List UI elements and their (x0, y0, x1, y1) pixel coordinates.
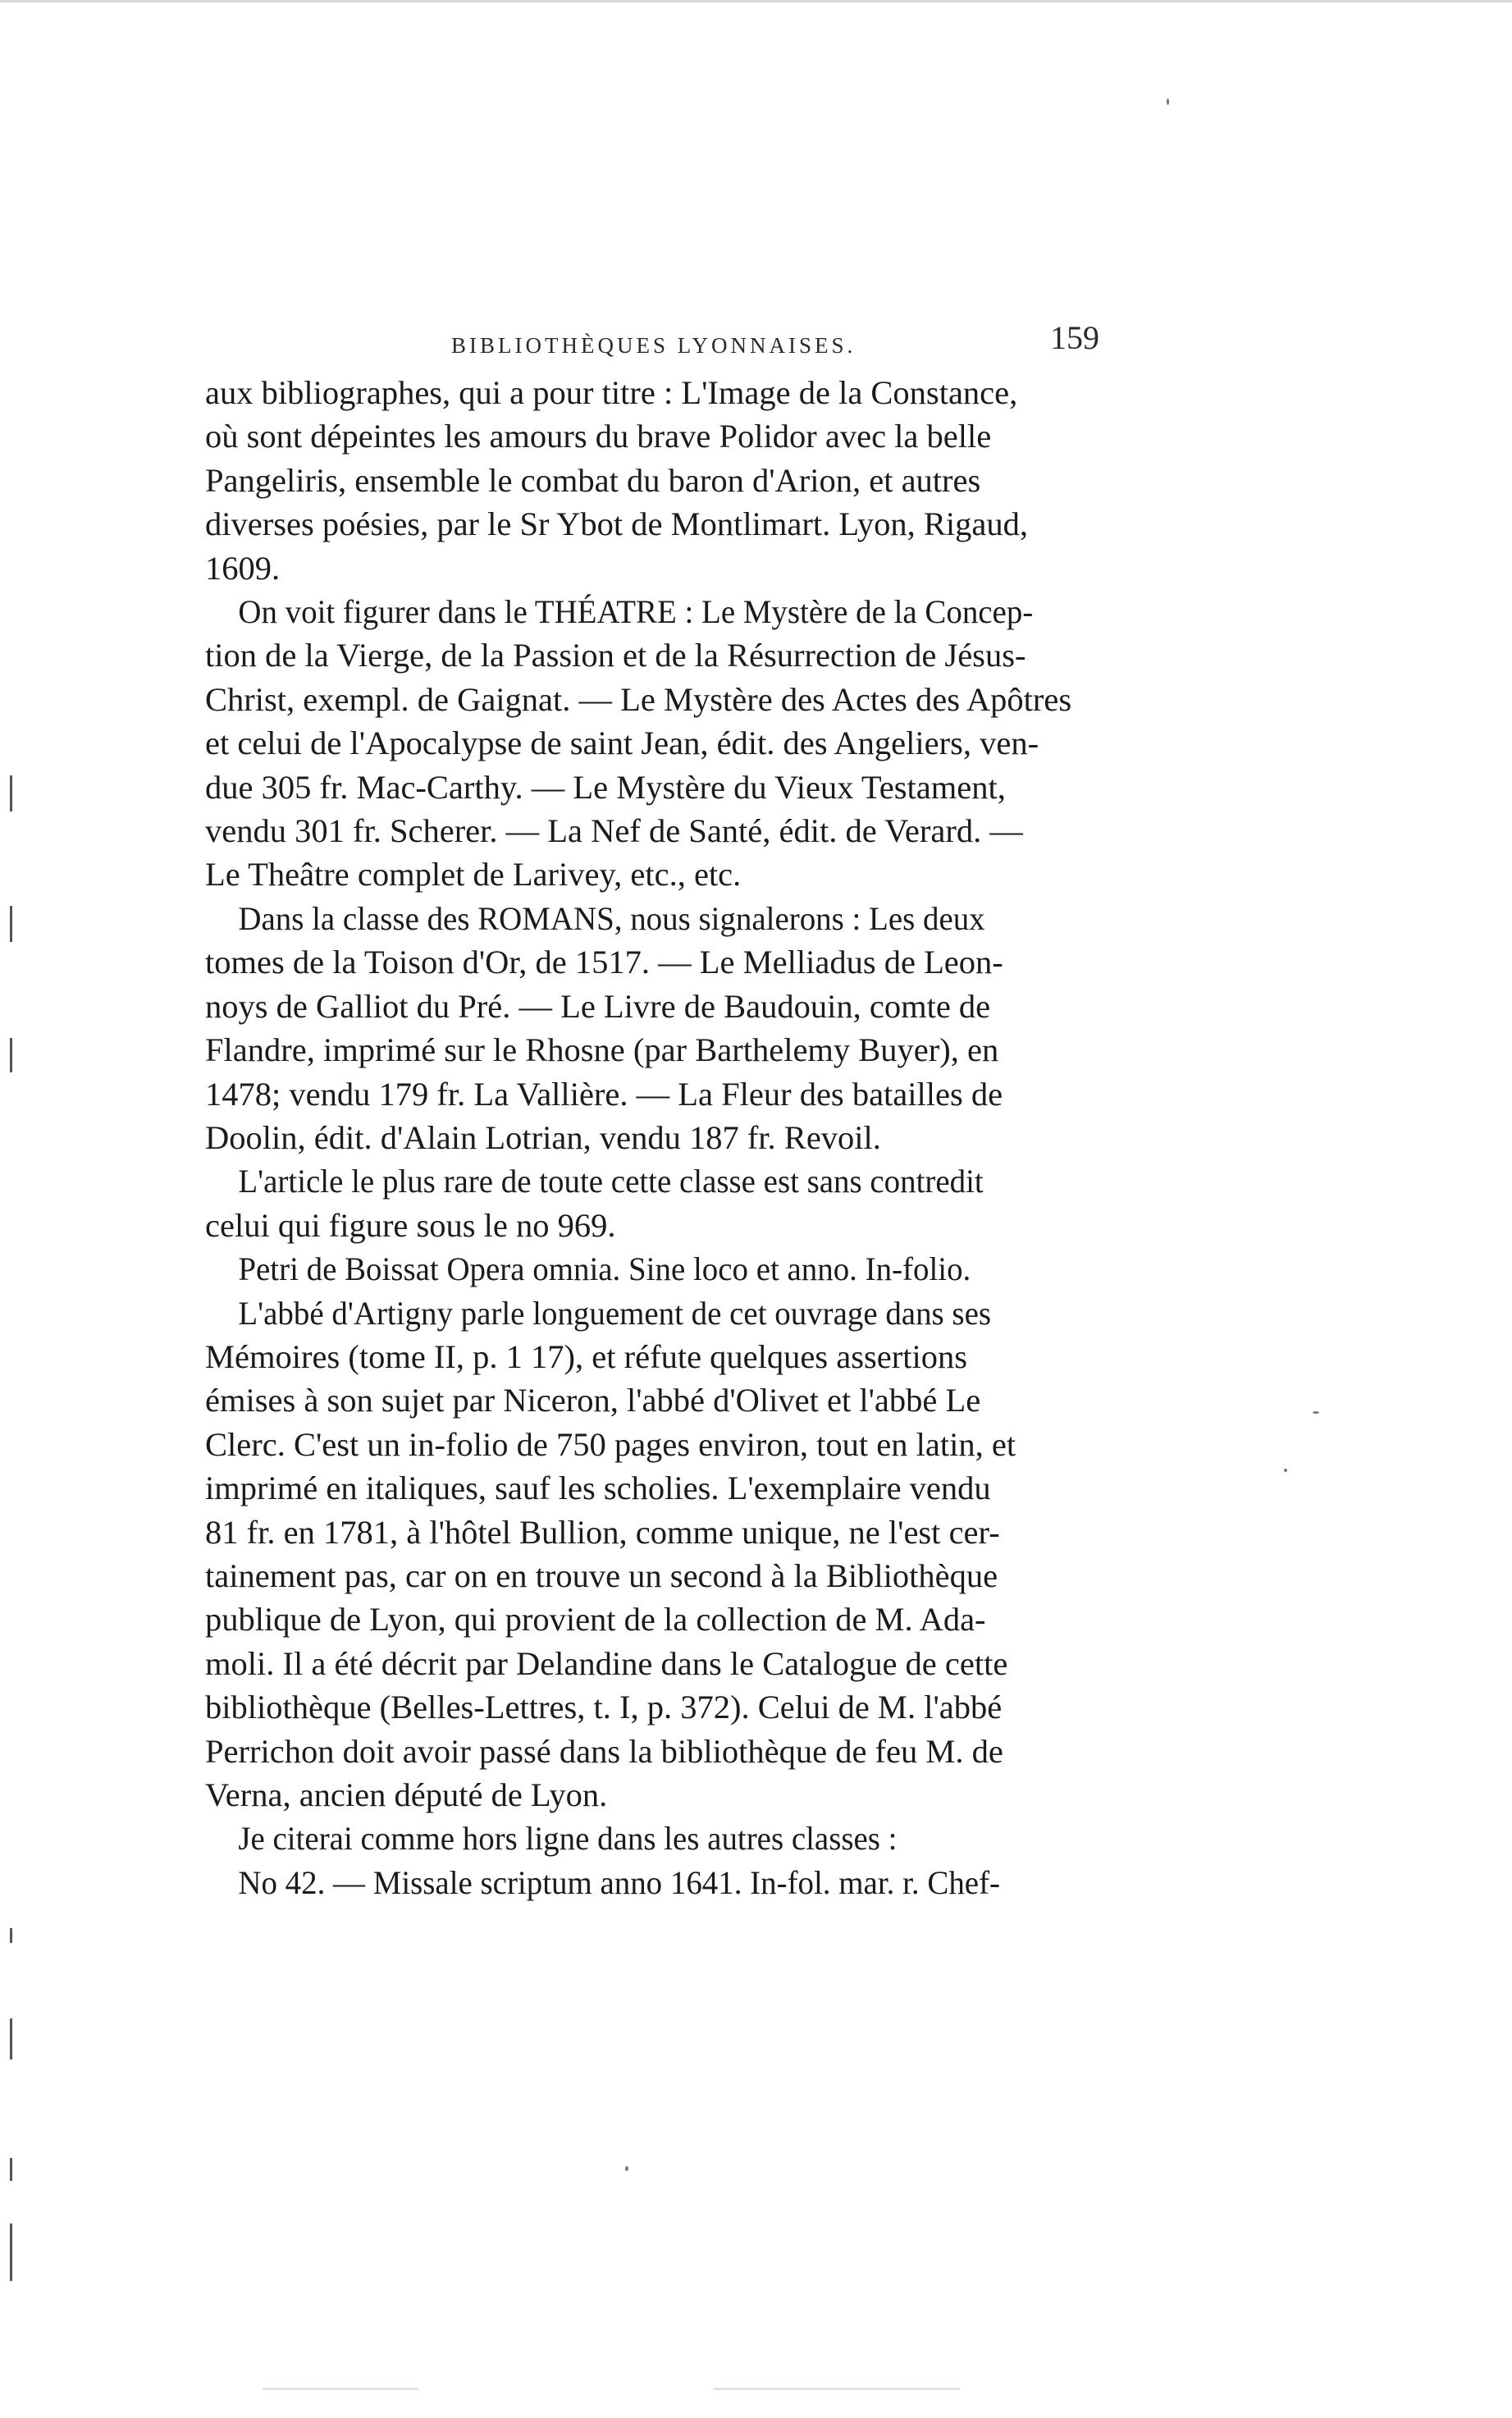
text-line: L'article le plus rare de toute cette classe est sans contredit (238, 1163, 984, 1200)
text-line: Christ, exempl. de Gaignat. — Le Mystère des Actes des Apôtres (205, 680, 1072, 718)
text-line: tomes de la Toison d'Or, de 1517. — Le Melliadus de Leon- (205, 944, 1003, 981)
text-line: Clerc. C'est un in-folio de 750 pages environ, tout en latin, et (205, 1425, 1016, 1463)
text-flow (205, 371, 1091, 1904)
margin-mark (10, 2224, 12, 2281)
text-line: Perrichon doit avoir passé dans la bibliothèque de feu M. de (205, 1732, 1003, 1770)
text-line: vendu 301 fr. Scherer. — La Nef de Santé, édit. de Verard. — (205, 812, 1023, 850)
text-line: tion de la Vierge, de la Passion et de la Résurrection de Jésus- (205, 637, 1026, 674)
text-line: Dans la classe des ROMANS, nous signalerons : Les deux (238, 899, 985, 937)
page-header (205, 312, 1099, 371)
paragraph-p8 (205, 1861, 1091, 1904)
margin-mark (10, 1038, 12, 1072)
text-line: diverses poésies, par le Sr Ybot de Montlimart. Lyon, Rigaud, (205, 505, 1028, 543)
text-line: 81 fr. en 1781, à l'hôtel Bullion, comme unique, ne l'est cer- (205, 1513, 1000, 1551)
text-line: Petri de Boissat Opera omnia. Sine loco et anno. In-folio. (238, 1250, 971, 1288)
text-line: imprimé en italiques, sauf les scholies. L'exemplaire vendu (205, 1470, 991, 1507)
text-line: No 42. — Missale scriptum anno 1641. In-fol. mar. r. Chef- (238, 1863, 1001, 1901)
text-line: Pangeliris, ensemble le combat du baron d'Arion, et autres (205, 461, 981, 499)
text-line: Mémoires (tome II, p. 1 17), et réfute quelques assertions (205, 1337, 967, 1375)
paragraph-p3 (205, 897, 1091, 1159)
text-line: On voit figurer dans le THÉATRE : Le Mystère de la Concep- (238, 593, 1034, 631)
text-line: L'abbé d'Artigny parle longuement de cet ouvrage dans ses (238, 1294, 992, 1332)
text-line: bibliothèque (Belles-Lettres, t. I, p. 372). Celui de M. l'abbé (205, 1689, 1003, 1726)
paragraph-p4 (205, 1159, 1091, 1247)
text-line: Le Theâtre complet de Larivey, etc., etc. (205, 856, 742, 894)
text-line: noys de Galliot du Pré. — Le Livre de Baudouin, comte de (205, 987, 991, 1025)
margin-mark (10, 2018, 12, 2059)
margin-mark (10, 906, 12, 942)
text-line: et celui de l'Apocalypse de saint Jean, édit. des Angeliers, ven- (205, 724, 1039, 762)
speck (1284, 1469, 1287, 1472)
text-line: émises à son sujet par Niceron, l'abbé d'Olivet et l'abbé Le (205, 1382, 981, 1419)
text-line: tainement pas, car on en trouve un second à la Bibliothèque (205, 1556, 998, 1594)
margin-mark (10, 775, 12, 811)
paragraph-p6 (205, 1291, 1091, 1817)
text-line: Doolin, édit. d'Alain Lotrian, vendu 187 fr. Revoil. (205, 1118, 881, 1156)
paragraph-p5 (205, 1247, 1091, 1291)
text-line: publique de Lyon, qui provient de la collection de M. Ada- (205, 1601, 986, 1639)
text-line: moli. Il a été décrit par Delandine dans le Catalogue de cette (205, 1644, 1008, 1682)
speck (625, 2166, 628, 2171)
speck (1313, 1411, 1319, 1414)
speck (1167, 98, 1169, 105)
text-line: Je citerai comme hors ligne dans les autres classes : (238, 1820, 898, 1858)
top-edge-rule (0, 0, 1512, 2)
page-number: 159 (1050, 319, 1099, 356)
text-line: due 305 fr. Mac-Carthy. — Le Mystère du Vieux Testament, (205, 768, 1006, 806)
text-line: aux bibliographes, qui a pour titre : L'Image de la Constance, (205, 374, 1018, 411)
bleed-through-line (714, 2388, 960, 2390)
paragraph-p2 (205, 590, 1091, 897)
text-line: 1609. (205, 549, 281, 587)
page-body (205, 312, 1099, 1904)
text-line: Flandre, imprimé sur le Rhosne (par Barthelemy Buyer), en (205, 1031, 999, 1069)
margin-mark (10, 2158, 12, 2181)
margin-mark (10, 1928, 12, 1943)
paragraph-p1 (205, 371, 1091, 590)
text-line: 1478; vendu 179 fr. La Vallière. — La Fleur des batailles de (205, 1075, 1003, 1113)
text-line: Verna, ancien député de Lyon. (205, 1776, 608, 1813)
text-line: où sont dépeintes les amours du brave Polidor avec la belle (205, 418, 992, 455)
paragraph-p7 (205, 1817, 1091, 1860)
text-line: celui qui figure sous le no 969. (205, 1206, 616, 1244)
running-head: BIBLIOTHÈQUES LYONNAISES. (451, 333, 856, 358)
bleed-through-line (263, 2388, 418, 2390)
